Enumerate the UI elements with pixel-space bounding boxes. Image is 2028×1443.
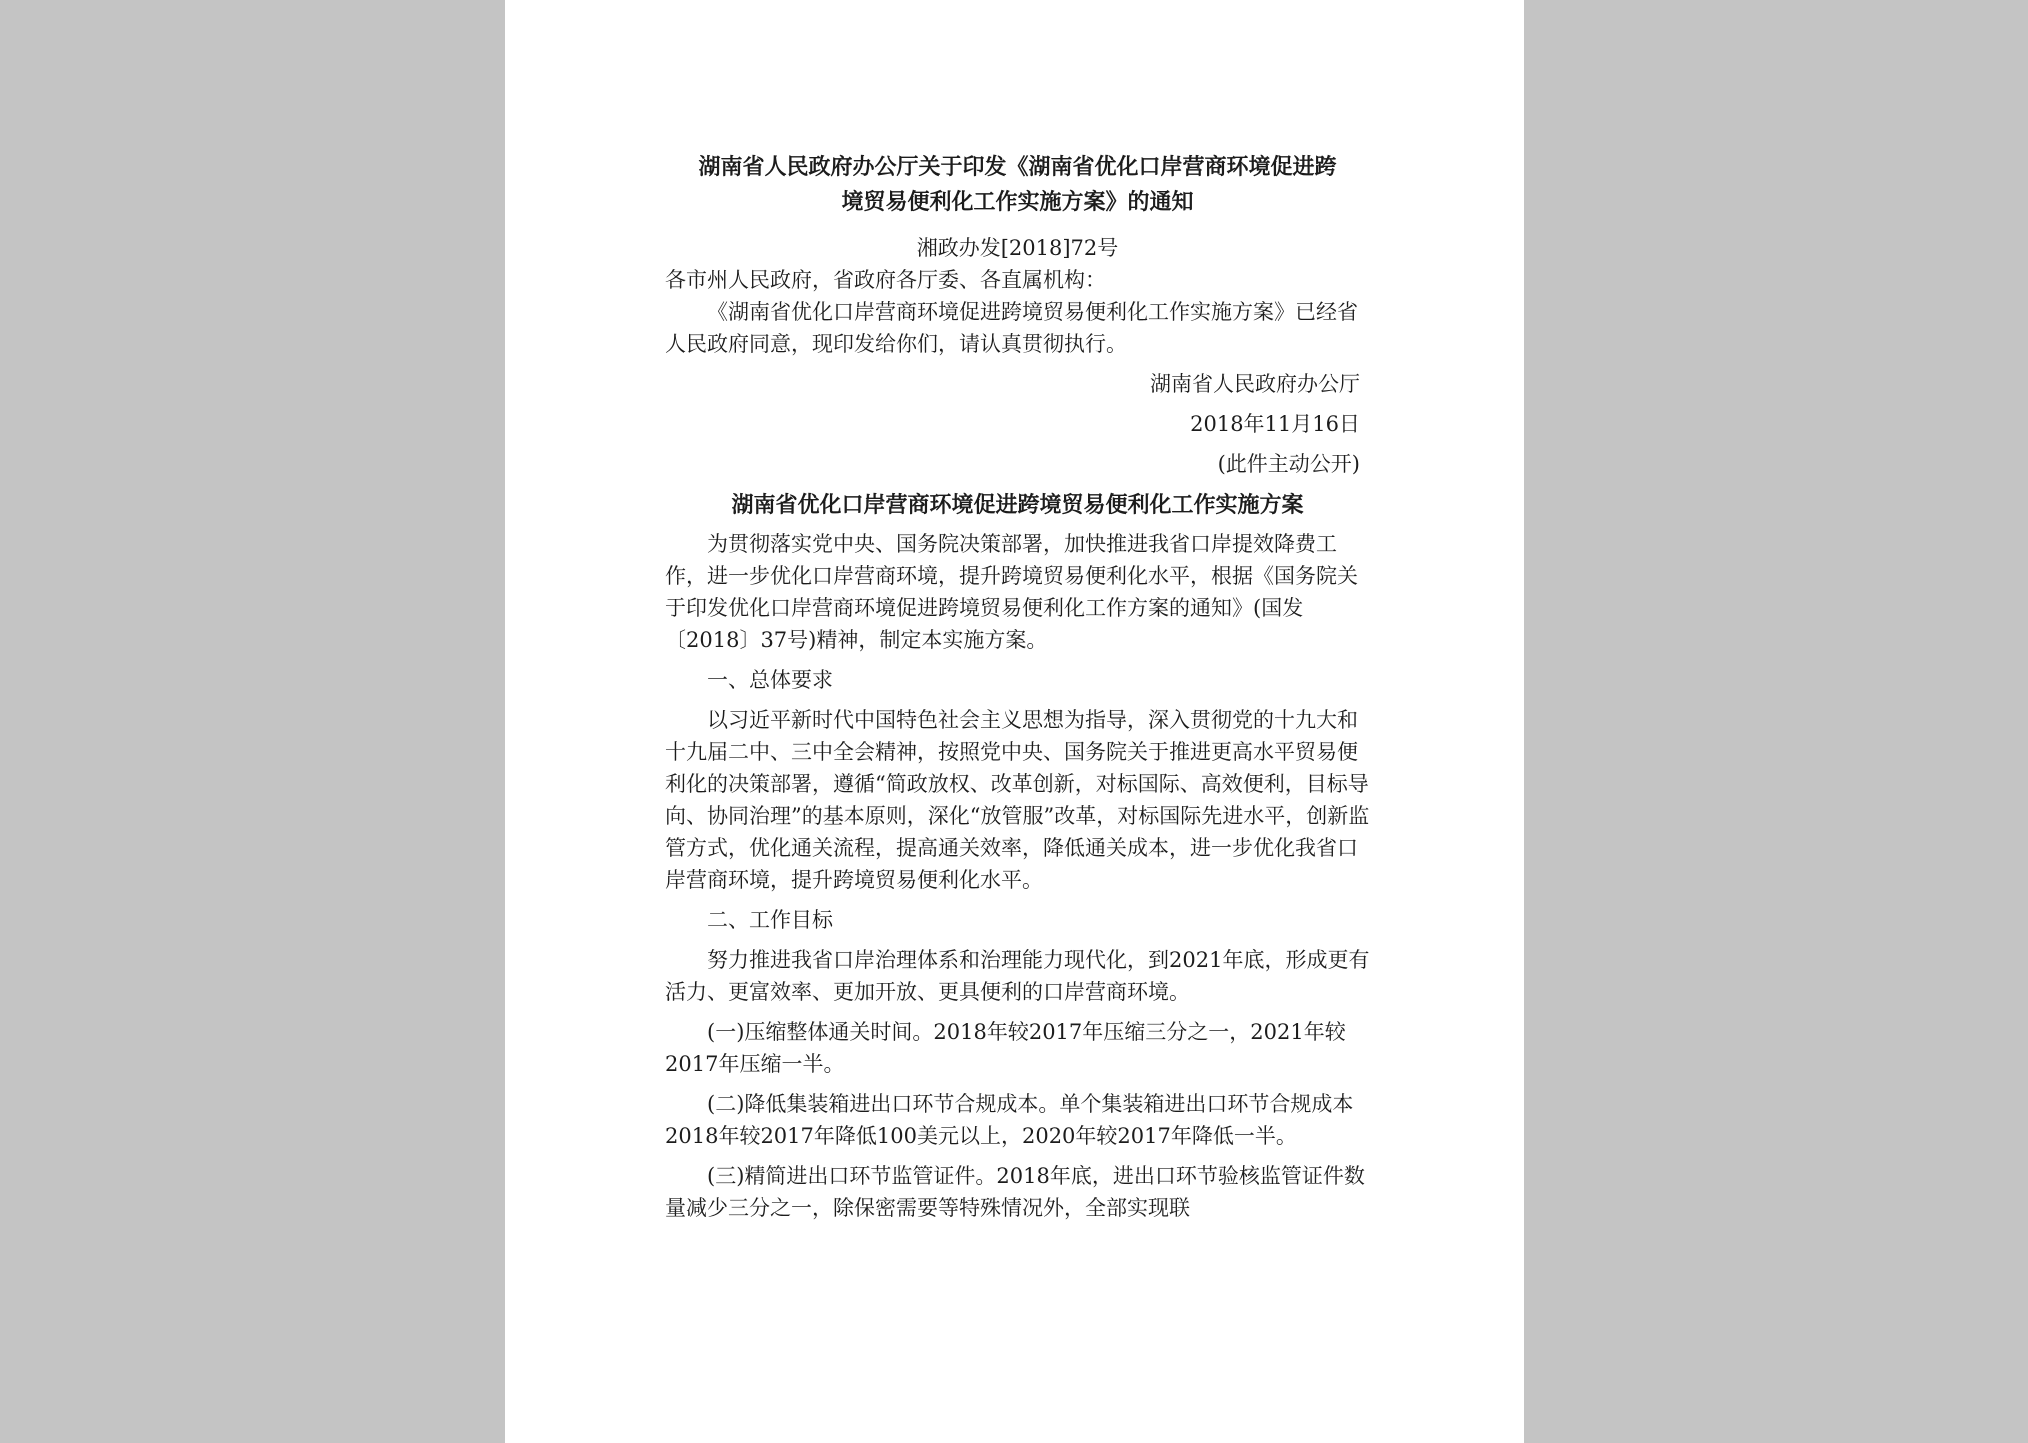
preamble-paragraph: 为贯彻落实党中央、国务院决策部署，加快推进我省口岸提效降费工作，进一步优化口岸营商环境，提升跨境贸易便利化水平，根据《国务院关于印发优化口岸营商环境促进跨境贸易便利化工作方案的通知》(国发〔2018〕37号)精神，制定本实施方案。 bbox=[665, 532, 1358, 652]
goal-1: (一)压缩整体通关时间。2018年较2017年压缩三分之一，2021年较2017年压缩一半。 bbox=[665, 1020, 1346, 1076]
addressee: 各市州人民政府，省政府各厅委、各直属机构： bbox=[665, 268, 1106, 292]
issuer-signature: 湖南省人民政府办公厅 bbox=[1150, 372, 1360, 396]
notice-title-line-2: 境贸易便利化工作实施方案》的通知 bbox=[841, 189, 1194, 215]
document-content bbox=[665, 150, 1370, 1224]
section-2-body: 努力推进我省口岸治理体系和治理能力现代化，到2021年底，形成更有活力、更富效率、更加开放、更具便利的口岸营商环境。 bbox=[665, 948, 1370, 1004]
plan-title: 湖南省优化口岸营商环境促进跨境贸易便利化工作实施方案 bbox=[731, 492, 1304, 518]
document-page bbox=[505, 0, 1524, 1443]
issue-date: 2018年11月16日 bbox=[1190, 412, 1360, 436]
goal-3: (三)精简进出口环节监管证件。2018年底，进出口环节验核监管证件数量减少三分之一，除保密需要等特殊情况外，全部实现联 bbox=[665, 1164, 1365, 1220]
notice-title bbox=[665, 150, 1370, 220]
goal-2: (二)降低集装箱进出口环节合规成本。单个集装箱进出口环节合规成本2018年较2017年降低100美元以上，2020年较2017年降低一半。 bbox=[665, 1092, 1354, 1148]
disclosure-note: (此件主动公开) bbox=[1217, 452, 1360, 476]
section-2-heading: 二、工作目标 bbox=[707, 908, 833, 932]
section-1-heading: 一、总体要求 bbox=[707, 668, 833, 692]
section-1-body: 以习近平新时代中国特色社会主义思想为指导，深入贯彻党的十九大和十九届二中、三中全会精神，按照党中央、国务院关于推进更高水平贸易便利化的决策部署，遵循“简政放权、改革创新，对标国际、高效便利，目标导向、协同治理”的基本原则，深化“放管服”改革，对标国际先进水平，创新监管方式，优化通关流程，提高通关效率，降低通关成本，进一步优化我省口岸营商环境，提升跨境贸易便利化水平。 bbox=[665, 708, 1370, 892]
intro-paragraph: 《湖南省优化口岸营商环境促进跨境贸易便利化工作实施方案》已经省人民政府同意，现印发给你们，请认真贯彻执行。 bbox=[665, 300, 1358, 356]
document-number: 湘政办发[2018]72号 bbox=[916, 236, 1119, 260]
notice-title-line-1: 湖南省人民政府办公厅关于印发《湖南省优化口岸营商环境促进跨 bbox=[698, 154, 1337, 180]
